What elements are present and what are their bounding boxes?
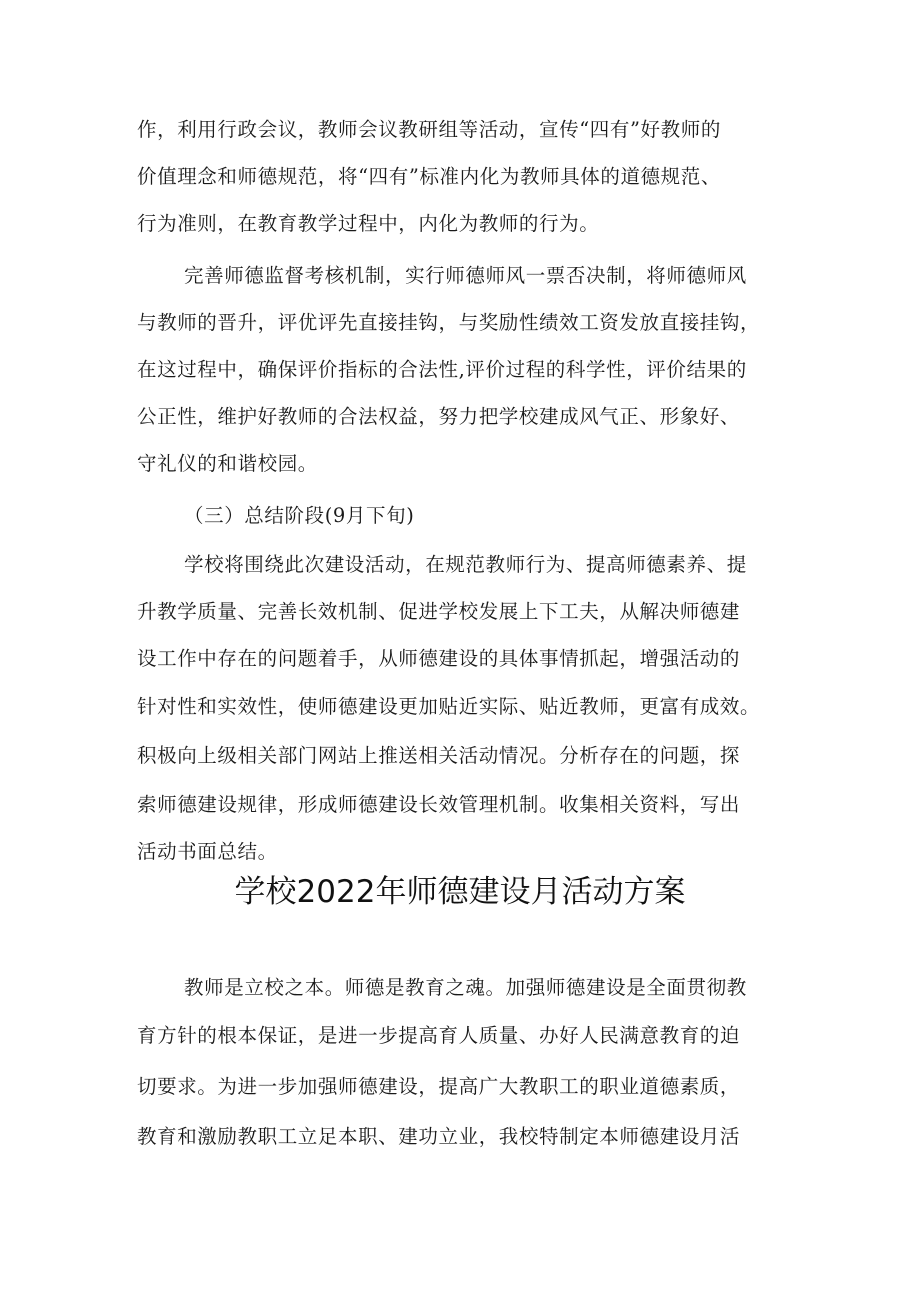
paragraph-3-line-2: 升教学质量、完善长效机制、促进学校发展上下工夫，从解决师德建 [137, 600, 741, 623]
paragraph-3-line-7: 活动书面总结。 [137, 840, 278, 863]
document-title: 学校2022年师德建设月活动方案 [234, 874, 686, 910]
paragraph-1-line-2: 价值理念和师德规范，将“四有”标准内化为教师具体的道德规范、 [137, 165, 721, 188]
paragraph-4-line-3: 切要求。为进一步加强师德建设，提高广大教职工的职业道德素质， [137, 1075, 741, 1098]
paragraph-1-line-3: 行为准则，在教育教学过程中，内化为教师的行为。 [137, 212, 600, 235]
paragraph-1-line-1: 作，利用行政会议，教师会议教研组等活动，宣传“四有”好教师的 [137, 118, 721, 141]
section-heading: （三）总结阶段(9月下旬) [184, 504, 415, 527]
paragraph-2-line-2: 与教师的晋升，评优评先直接挂钩，与奖励性绩效工资发放直接挂钩， [137, 311, 761, 334]
paragraph-4-line-2: 育方针的根本保证，是进一步提高育人质量、办好人民满意教育的迫 [137, 1024, 741, 1047]
paragraph-4-line-1: 教师是立校之本。师德是教育之魂。加强师德建设是全面贯彻教 [184, 976, 747, 999]
paragraph-4-line-4: 教育和激励教职工立足本职、建功立业，我校特制定本师德建设月活 [137, 1125, 741, 1148]
paragraph-2-line-5: 守礼仪的和谐校园。 [137, 452, 318, 475]
paragraph-3-line-4: 针对性和实效性，使师德建设更加贴近实际、贴近教师，更富有成效。 [137, 695, 761, 718]
paragraph-3-line-5: 积极向上级相关部门网站上推送相关活动情况。分析存在的问题，探 [137, 744, 741, 767]
paragraph-2-line-4: 公正性，维护好教师的合法权益，努力把学校建成风气正、形象好、 [137, 405, 741, 428]
paragraph-2-line-1: 完善师德监督考核机制，实行师德师风一票否决制，将师德师风 [184, 264, 747, 287]
paragraph-3-line-1: 学校将围绕此次建设活动，在规范教师行为、提高师德素养、提 [184, 553, 747, 576]
paragraph-3-line-6: 索师德建设规律，形成师德建设长效管理机制。收集相关资料，写出 [137, 793, 741, 816]
paragraph-3-line-3: 设工作中存在的问题着手，从师德建设的具体事情抓起，增强活动的 [137, 647, 741, 670]
paragraph-2-line-3: 在这过程中，确保评价指标的合法性,评价过程的科学性，评价结果的 [137, 358, 747, 381]
